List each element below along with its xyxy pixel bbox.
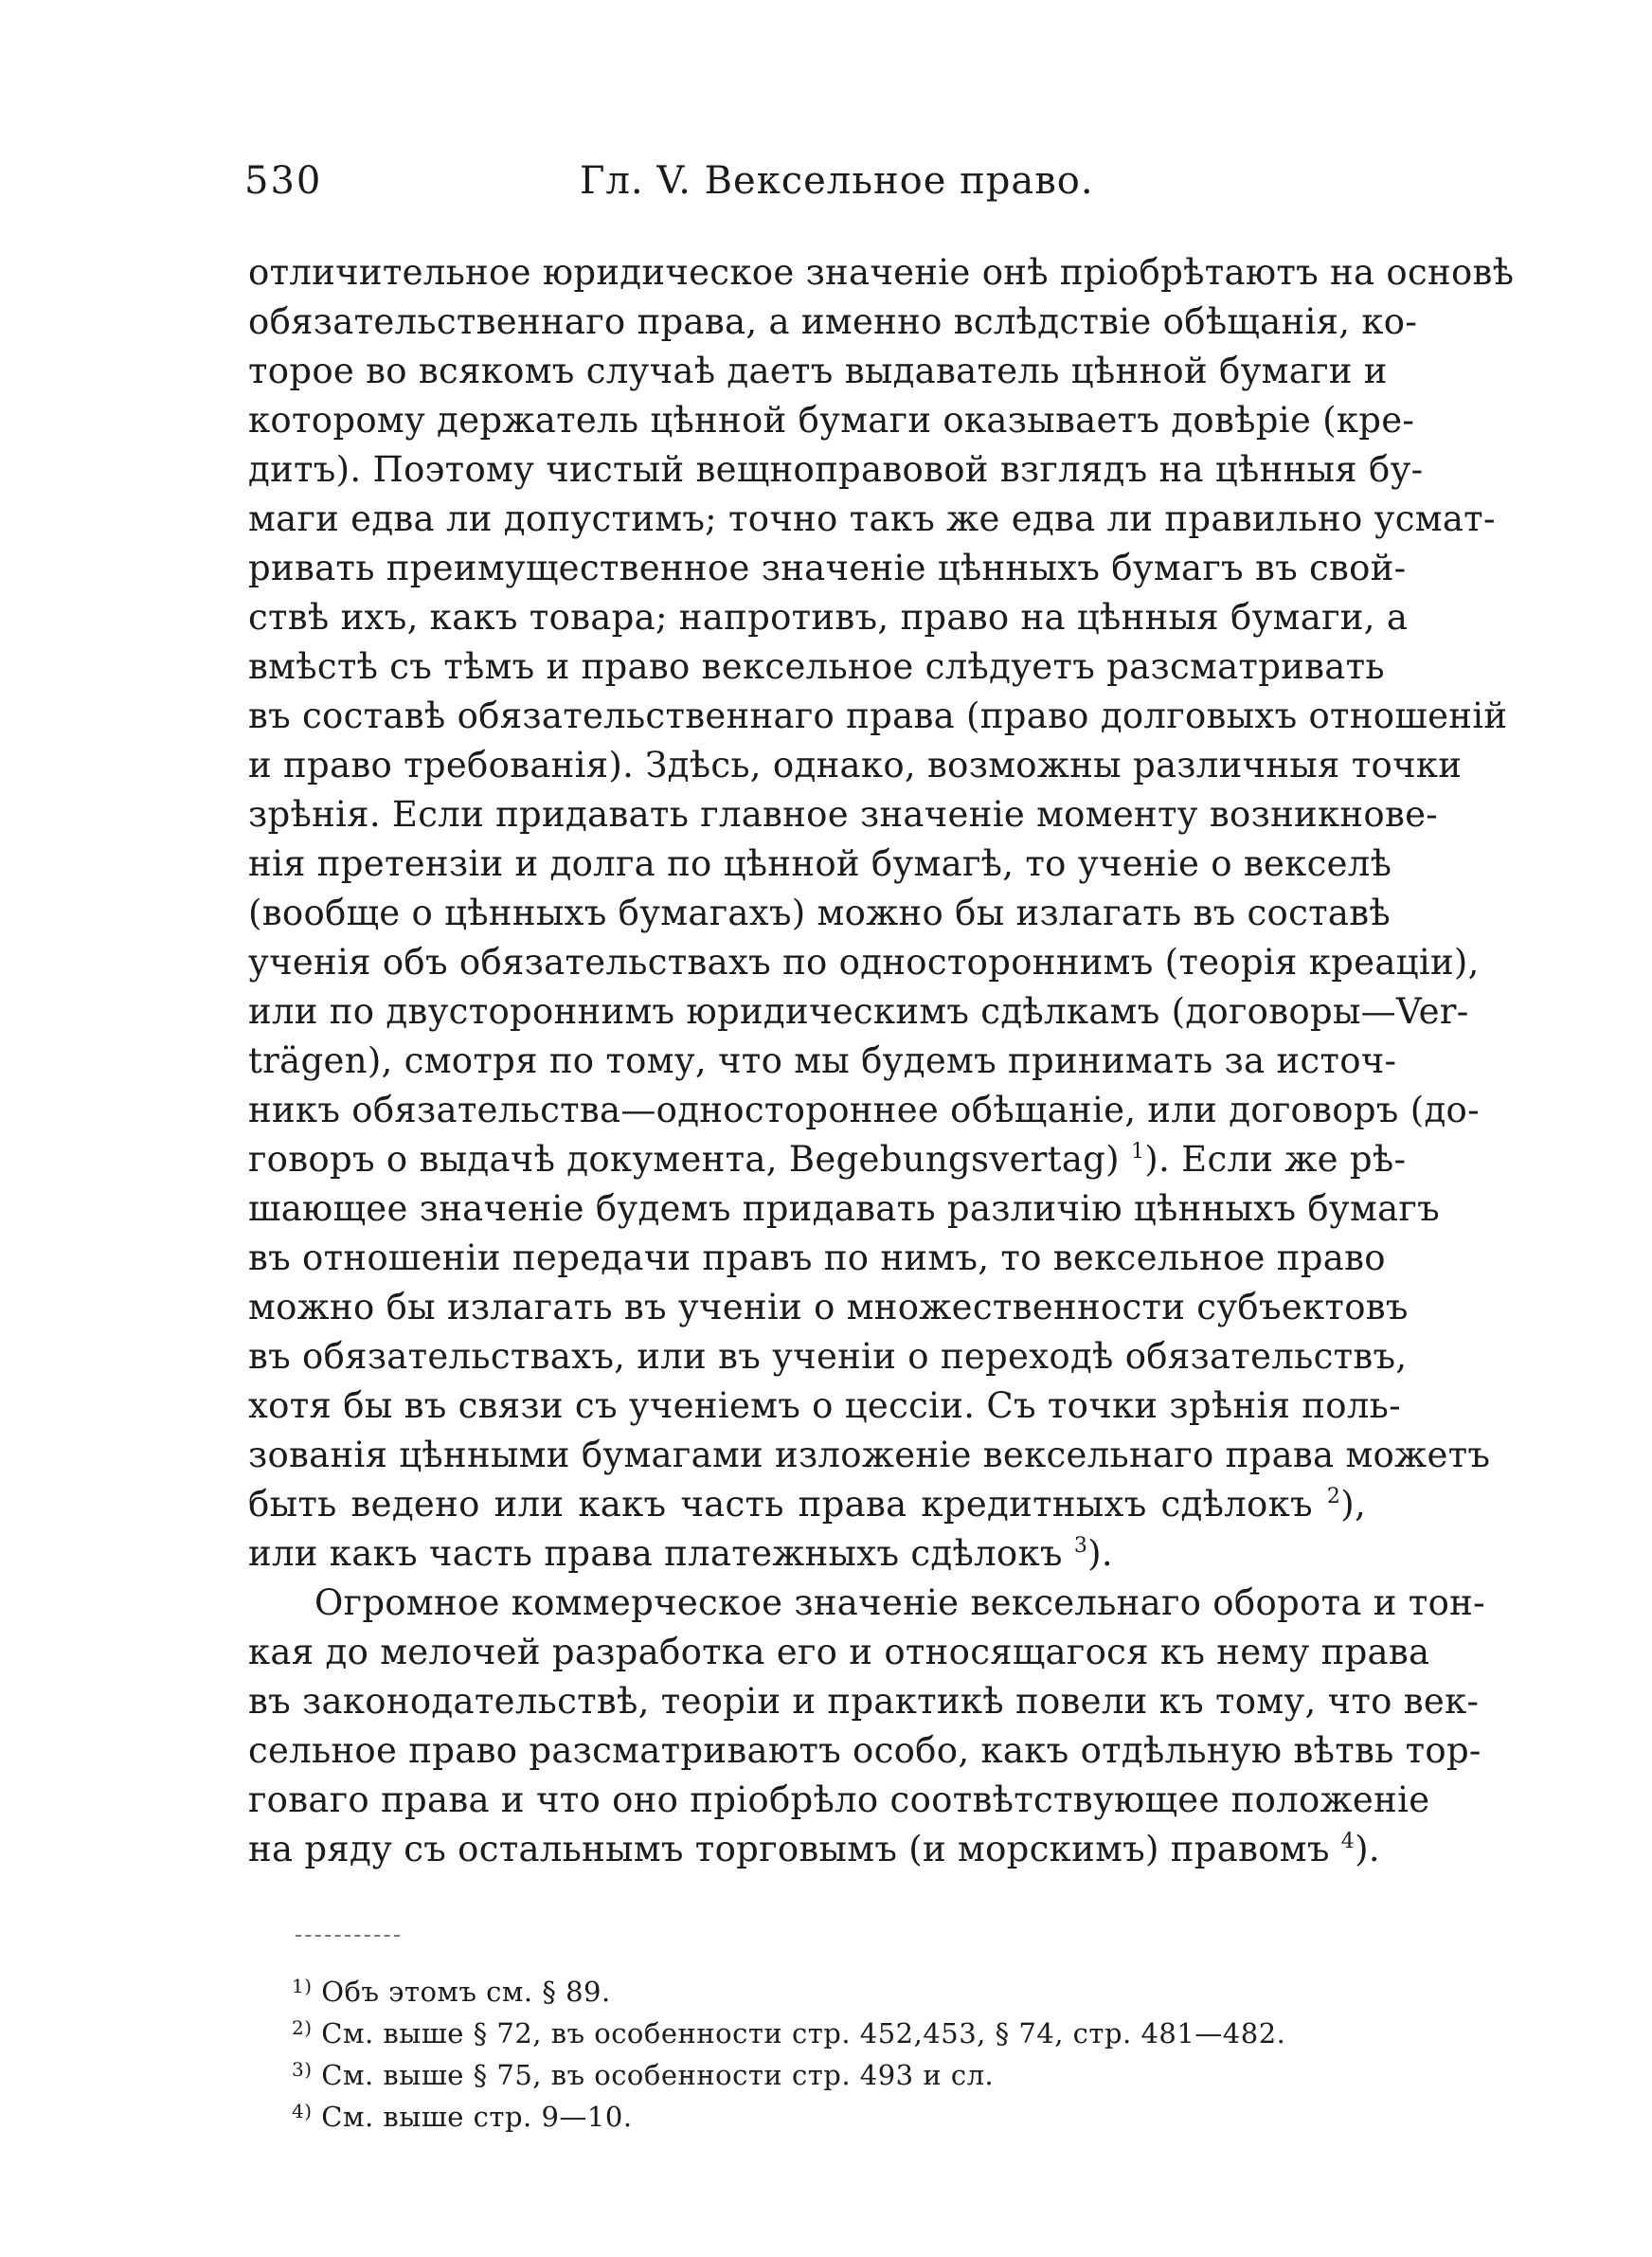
text-segment: на ряду съ остальнымъ торговымъ (и морскимъ) правомъ	[248, 1829, 1330, 1869]
text-line-with-footnote	[248, 1529, 1366, 1579]
footnote-ref-4[interactable]: 4	[1340, 1830, 1356, 1853]
running-title: Гл. V. Вексельное право.	[580, 159, 1094, 203]
text-line: въ законодательствѣ, теорiи и практикѣ повели къ тому, что век-	[248, 1681, 1480, 1722]
text-line: зованiя цѣнными бумагами изложенiе вексельнаго права можетъ	[248, 1435, 1491, 1475]
text-line: кая до мелочей разработка его и относящагося къ нему права	[248, 1632, 1430, 1672]
text-line: маги едва ли допустимъ; точно такъ же едва ли правильно усмат-	[248, 498, 1496, 539]
text-line: и право требованiя). Здѣсь, однако, возможны различныя точки	[248, 745, 1463, 785]
text-line: въ обязательствахъ, или въ ученiи о переходѣ обязательствъ,	[248, 1336, 1408, 1377]
footnote-mark: 2)	[292, 2016, 313, 2039]
footnotes	[292, 1971, 1381, 2138]
text-line: въ отношенiи передачи правъ по нимъ, то вексельное право	[248, 1237, 1386, 1278]
text-line: нiя претензiи и долга по цѣнной бумагѣ, то ученiе о векселѣ	[248, 843, 1392, 884]
footnote-text: Объ этомъ см. § 89.	[321, 1976, 611, 2008]
footnote-mark: 1)	[292, 1975, 313, 1997]
text-line: можно бы излагать въ ученiи о множественности субъектовъ	[248, 1287, 1409, 1327]
text-line: или по двустороннимъ юридическимъ сдѣлкамъ (договоры—Ver-	[248, 991, 1469, 1032]
text-line: ученiя объ обязательствахъ по одностороннимъ (теорiя креацiи),	[248, 942, 1480, 983]
page-header	[0, 152, 1652, 208]
text-line: обязательственнаго права, а именно вслѣдствiе обѣщанiя, ко-	[248, 301, 1418, 342]
text-line: въ составѣ обязательственнаго права (право долговыхъ отношенiй	[248, 695, 1508, 736]
text-line: ривать преимущественное значенiе цѣнныхъ бумагъ въ свой-	[248, 548, 1407, 588]
text-line: trägen), смотря по тому, что мы будемъ принимать за источ-	[248, 1040, 1397, 1081]
text-line: никъ обязательства—одностороннее обѣщанiе, или договоръ (до-	[248, 1090, 1480, 1130]
text-line: которому держатель цѣнной бумаги оказываетъ довѣрiе (кре-	[248, 400, 1415, 441]
text-line: торое во всякомъ случаѣ даетъ выдаватель цѣнной бумаги и	[248, 351, 1388, 391]
text-line-with-footnote: говоръ о выдачѣ документа, Begebungsvertag) $^1$). Если же рѣ-	[248, 1139, 1407, 1180]
text-line: шающее значенiе будемъ придавать различiю цѣнныхъ бумагъ	[248, 1188, 1440, 1229]
footnote-ref-2[interactable]: 2	[1326, 1485, 1341, 1508]
main-text	[248, 248, 1515, 1874]
text-line: сельное право разсматриваютъ особо, какъ отдѣльную вѣтвь тор-	[248, 1730, 1481, 1771]
text-line-with-footnote: быть ведено или какъ часть права кредитныхъ сдѣлокъ $^2$),	[248, 1484, 1367, 1525]
footnote-mark: 4)	[292, 2100, 313, 2122]
footnote-2	[292, 2013, 1381, 2054]
text-segment: ,	[1354, 1484, 1367, 1525]
text-line-with-footnote: на ряду съ остальнымъ торговымъ (и морскимъ) правомъ $^4$).	[248, 1829, 1380, 1869]
text-line: дитъ). Поэтому чистый вещноправовой взглядъ на цѣнныя бу-	[248, 449, 1424, 490]
footnote-1	[292, 1971, 1381, 2013]
text-segment: ).	[1087, 1533, 1113, 1574]
text-segment: . Если же рѣ-	[1158, 1139, 1407, 1180]
footnote-text: См. выше стр. 9—10.	[321, 2101, 633, 2133]
footnote-text: См. выше § 72, въ особенности стр. 452,453, § 74, стр. 481—482.	[321, 2017, 1286, 2049]
text-line: говаго права и что оно прiобрѣло соотвѣтствующее положенiе	[248, 1779, 1430, 1820]
text-line: отличительное юридическое значенiе онѣ прiобрѣтаютъ на основѣ	[248, 252, 1515, 293]
footnote-separator	[296, 1935, 400, 1937]
page-number: 530	[244, 159, 323, 203]
footnote-ref-1[interactable]: 1	[1130, 1140, 1145, 1164]
text-line: хотя бы въ связи съ ученiемъ о цессiи. Съ точки зрѣнiя поль-	[248, 1385, 1401, 1426]
footnote-text: См. выше § 75, въ особенности стр. 493 и сл.	[321, 2059, 995, 2091]
footnote-3	[292, 2054, 1381, 2096]
footnote-mark: 3)	[292, 2058, 313, 2081]
text-line: (вообще о цѣнныхъ бумагахъ) можно бы излагать въ составѣ	[248, 893, 1391, 933]
footnote-4	[292, 2096, 1381, 2138]
text-line: ствѣ ихъ, какъ товара; напротивъ, право на цѣнныя бумаги, а	[248, 597, 1409, 638]
text-segment: быть ведено или какъ часть права кредитныхъ сдѣлокъ	[248, 1484, 1313, 1525]
text-segment: или какъ часть права платежныхъ сдѣлокъ	[248, 1533, 1063, 1574]
text-line: зрѣнiя. Если придавать главное значенiе моменту возникнове-	[248, 794, 1439, 835]
text-line: вмѣстѣ съ тѣмъ и право вексельное слѣдуетъ разсматривать	[248, 646, 1385, 687]
footnote-ref-3[interactable]: 3	[1073, 1534, 1088, 1558]
text-segment: говоръ о выдачѣ документа, Begebungsvertag)	[248, 1139, 1120, 1180]
text-line: Огромное коммерческое значенiе вексельнаго оборота и тон-	[314, 1582, 1485, 1623]
text-segment: .	[1368, 1829, 1380, 1869]
